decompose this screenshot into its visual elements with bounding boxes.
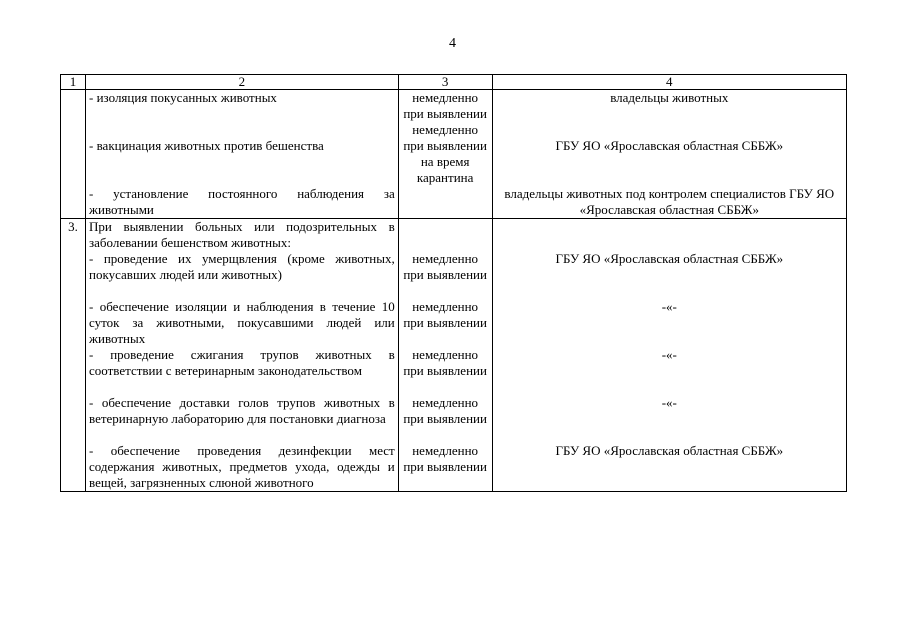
- responsible-cell: [492, 90, 846, 219]
- term-item: немедленно при выявлении: [403, 122, 487, 153]
- measure-item: - обеспечение изоляции и наблюдения в течение 10 суток за животными, покусавшими людей или животных: [89, 299, 395, 346]
- table-row: [61, 90, 847, 219]
- term-item: немедленно при выявлении: [403, 395, 487, 426]
- page-number: 4: [449, 36, 456, 51]
- row-number: 3.: [61, 219, 86, 492]
- responsible-cell: [492, 219, 846, 492]
- table-header-row: [61, 75, 847, 90]
- responsible-item: ГБУ ЯО «Ярославская областная СББЖ»: [555, 251, 784, 266]
- measures-cell: [86, 90, 399, 219]
- term-item: на время карантина: [416, 154, 474, 185]
- term-item: немедленно при выявлении: [403, 90, 487, 121]
- measure-intro: При выявлении больных или подозрительных в заболевании бешенством животных:: [89, 219, 395, 250]
- term-item: немедленно при выявлении: [403, 299, 487, 330]
- measure-item: - вакцинация животных против бешенства: [89, 138, 324, 153]
- term-item: немедленно при выявлении: [403, 347, 487, 378]
- terms-cell: [398, 219, 492, 492]
- measure-item: - проведение их умерщвления (кроме животных, покусавших людей или животных): [89, 251, 395, 282]
- measure-item: - проведение сжигания трупов животных в соответствии с ветеринарным законодательством: [89, 347, 395, 378]
- responsible-item: -«-: [661, 299, 677, 314]
- measures-cell: [86, 219, 399, 492]
- measure-item: - установление постоянного наблюдения за животными: [89, 186, 395, 217]
- responsible-item: владельцы животных: [610, 90, 729, 105]
- measures-table: [60, 74, 847, 492]
- measure-item: - обеспечение доставки голов трупов животных в ветеринарную лабораторию для постановки диагноза: [89, 395, 395, 426]
- header-col-3: 3: [398, 75, 492, 90]
- responsible-item: -«-: [661, 395, 677, 410]
- responsible-item: владельцы животных под контролем специалистов ГБУ ЯО «Ярославская областная СББЖ»: [504, 186, 835, 217]
- responsible-item: ГБУ ЯО «Ярославская областная СББЖ»: [555, 138, 784, 153]
- header-col-2: 2: [86, 75, 399, 90]
- term-item: немедленно при выявлении: [403, 251, 487, 282]
- measure-item: - обеспечение проведения дезинфекции мест содержания животных, предметов ухода, одежды и вещей, загрязненных слюной животного: [89, 443, 395, 490]
- header-col-4: 4: [492, 75, 846, 90]
- responsible-item: ГБУ ЯО «Ярославская областная СББЖ»: [555, 443, 784, 458]
- table-row: [61, 219, 847, 492]
- row-number: [61, 90, 86, 219]
- measure-item: - изоляция покусанных животных: [89, 90, 277, 105]
- terms-cell: [398, 90, 492, 219]
- responsible-item: -«-: [661, 347, 677, 362]
- term-item: немедленно при выявлении: [403, 443, 487, 474]
- header-col-1: 1: [61, 75, 86, 90]
